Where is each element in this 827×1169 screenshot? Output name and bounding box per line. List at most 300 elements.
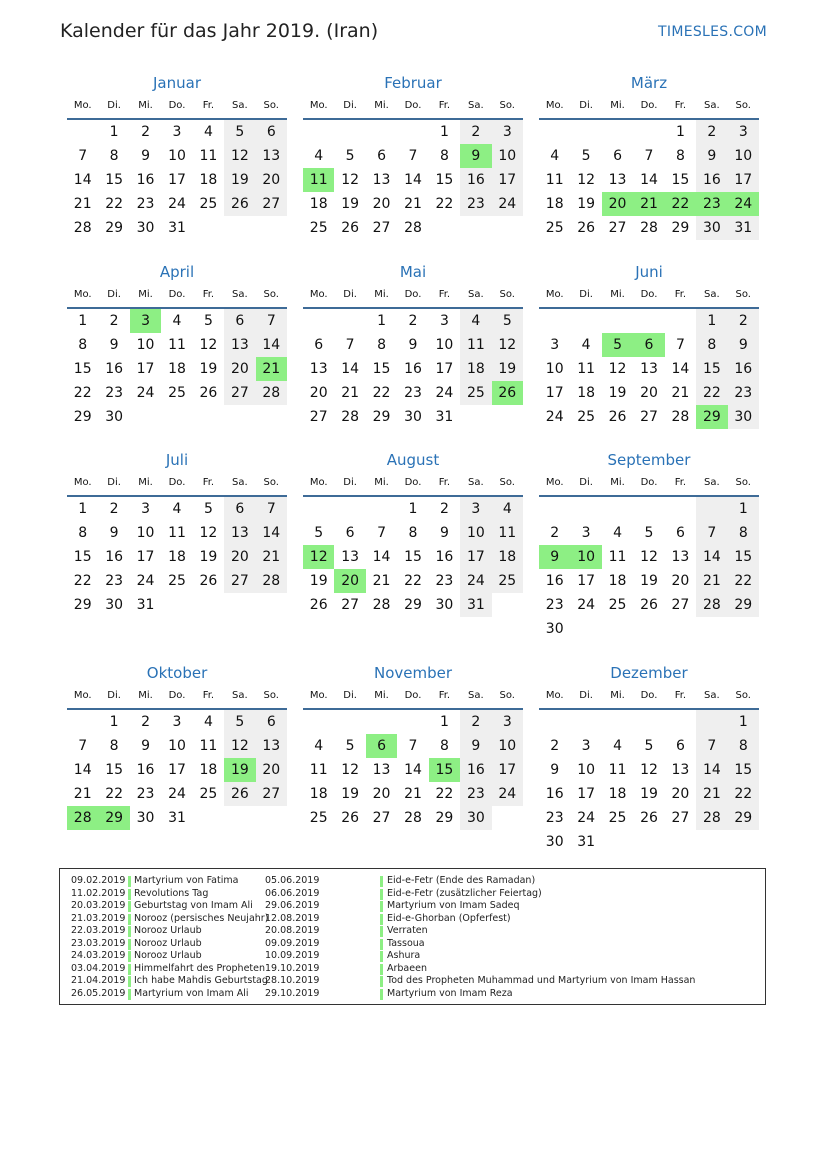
day-cell: 22: [105, 786, 124, 802]
day-cell: 21: [404, 196, 422, 212]
day-cell: 20: [372, 196, 391, 212]
day-cell: 1: [78, 313, 88, 329]
weekday-label: Di.: [107, 477, 121, 488]
day-cell: 1: [696, 309, 727, 333]
day-cell: 11: [309, 762, 328, 778]
empty-cell: [570, 309, 601, 333]
day-cell: 27: [341, 597, 360, 613]
day-cell: 4: [492, 497, 523, 521]
day-grid: [303, 120, 523, 240]
weekday-label: Sa.: [467, 477, 484, 488]
day-cell: 30: [435, 597, 454, 613]
weekday-label: So.: [263, 289, 279, 300]
legend-holiday-name: Eid-e-Fetr (zusätzlicher Feiertag): [387, 887, 542, 899]
legend-color-marker: [128, 976, 131, 987]
legend-row: [265, 938, 765, 951]
holiday-day-cell: 11: [303, 168, 334, 192]
day-cell: 28: [73, 220, 92, 236]
legend-color-marker: [128, 964, 131, 975]
day-cell: 31: [728, 216, 759, 240]
day-cell: 14: [256, 521, 287, 545]
day-cell: 30: [696, 216, 727, 240]
day-cell: 5: [345, 738, 355, 754]
month-name: Dezember: [610, 664, 688, 682]
day-cell: 27: [309, 409, 328, 425]
day-grid: [539, 309, 759, 429]
weekday-label: Fr.: [202, 289, 215, 300]
day-cell: 15: [73, 549, 92, 565]
day-cell: 20: [256, 758, 287, 782]
day-cell: 22: [435, 196, 454, 212]
legend-date: 06.06.2019: [265, 887, 320, 899]
day-cell: 23: [545, 810, 564, 826]
day-cell: 10: [492, 734, 523, 758]
month-märz: [539, 72, 759, 240]
weekday-label: Mi.: [374, 289, 389, 300]
day-cell: 2: [550, 738, 560, 754]
day-cell: 6: [256, 710, 287, 734]
day-cell: 9: [141, 738, 151, 754]
day-cell: 8: [728, 734, 759, 758]
day-cell: 16: [545, 573, 564, 589]
day-cell: 2: [460, 710, 491, 734]
day-cell: 18: [309, 786, 328, 802]
month-name: Mai: [399, 263, 427, 281]
day-cell: 19: [608, 385, 627, 401]
day-cell: 11: [168, 337, 186, 353]
day-cell: 20: [671, 786, 690, 802]
weekday-label: So.: [499, 100, 515, 111]
day-cell: 21: [696, 569, 727, 593]
empty-cell: [665, 497, 696, 521]
empty-cell: [633, 710, 664, 734]
day-cell: 14: [73, 762, 92, 778]
weekday-header: [67, 684, 287, 710]
legend-color-marker: [380, 939, 383, 950]
legend-color-marker: [128, 926, 131, 937]
day-cell: 29: [728, 593, 759, 617]
day-cell: 29: [671, 220, 690, 236]
day-cell: 17: [435, 361, 454, 377]
month-name: Juli: [165, 451, 189, 469]
day-cell: 2: [728, 309, 759, 333]
day-grid: [539, 497, 759, 641]
day-cell: 6: [256, 120, 287, 144]
day-cell: 4: [550, 148, 560, 164]
day-cell: 17: [492, 168, 523, 192]
legend-date: 03.04.2019: [71, 962, 126, 974]
day-cell: 2: [460, 120, 491, 144]
weekday-label: Mi.: [138, 100, 153, 111]
day-cell: 7: [408, 738, 418, 754]
legend-holiday-name: Eid-e-Ghorban (Opferfest): [387, 912, 511, 924]
legend-color-marker: [128, 939, 131, 950]
month-juni: [539, 261, 759, 429]
holiday-day-cell: 19: [224, 758, 255, 782]
day-cell: 19: [199, 549, 218, 565]
day-cell: 18: [608, 786, 627, 802]
day-cell: 8: [728, 521, 759, 545]
month-oktober: [67, 662, 287, 830]
day-cell: 25: [309, 220, 328, 236]
legend-row: [265, 975, 765, 988]
legend-row: [71, 988, 261, 1001]
day-cell: 24: [492, 782, 523, 806]
day-cell: 8: [696, 333, 727, 357]
legend-row: [71, 912, 269, 926]
day-cell: 15: [728, 545, 759, 569]
legend-holiday-name: Martyrium von Imam Sadeq: [387, 900, 520, 911]
day-cell: 10: [545, 361, 564, 377]
weekday-label: Sa.: [703, 477, 720, 488]
day-cell: 3: [581, 525, 591, 541]
day-cell: 13: [224, 333, 255, 357]
day-cell: 2: [408, 313, 418, 329]
empty-cell: [366, 120, 397, 144]
weekday-header: [303, 471, 523, 497]
weekday-label: Mi.: [610, 477, 625, 488]
day-cell: 12: [608, 361, 627, 377]
month-name: Oktober: [146, 664, 208, 682]
day-cell: 27: [608, 220, 627, 236]
weekday-label: Fr.: [674, 690, 687, 701]
empty-cell: [397, 710, 428, 734]
weekday-label: Mo.: [73, 690, 92, 701]
legend-holiday-name: Martyrium von Imam Reza: [387, 987, 513, 999]
weekday-label: Do.: [640, 289, 658, 300]
weekday-label: Di.: [343, 100, 357, 111]
weekday-label: Fr.: [438, 690, 451, 701]
weekday-label: Fr.: [674, 289, 687, 300]
legend-row: [71, 888, 261, 901]
day-cell: 25: [199, 786, 218, 802]
weekday-label: Do.: [404, 289, 422, 300]
day-cell: 12: [199, 525, 218, 541]
day-cell: 17: [577, 573, 596, 589]
day-cell: 24: [168, 196, 186, 212]
day-cell: 22: [73, 385, 92, 401]
weekday-label: Mo.: [545, 690, 564, 701]
day-cell: 3: [172, 714, 182, 730]
weekday-label: Di.: [343, 289, 357, 300]
day-cell: 18: [168, 549, 186, 565]
legend-date: 21.03.2019: [71, 912, 126, 924]
day-cell: 18: [199, 172, 218, 188]
day-cell: 25: [168, 573, 186, 589]
legend-holiday-name: Ich habe Mahdis Geburtstag: [134, 975, 268, 986]
day-cell: 3: [550, 337, 560, 353]
day-cell: 22: [728, 782, 759, 806]
holiday-day-cell: 23: [696, 192, 727, 216]
day-cell: 6: [345, 525, 355, 541]
day-cell: 25: [492, 569, 523, 593]
holiday-day-cell: 15: [429, 758, 460, 782]
day-cell: 20: [224, 545, 255, 569]
day-cell: 3: [581, 738, 591, 754]
weekday-label: Fr.: [674, 100, 687, 111]
day-grid: [303, 710, 523, 830]
legend-color-marker: [128, 989, 131, 1000]
day-cell: 27: [640, 409, 658, 425]
day-cell: 5: [492, 309, 523, 333]
day-cell: 15: [696, 357, 727, 381]
holiday-day-cell: 9: [460, 144, 491, 168]
weekday-label: Fr.: [438, 289, 451, 300]
day-cell: 23: [728, 381, 759, 405]
weekday-label: So.: [263, 690, 279, 701]
day-cell: 13: [256, 734, 287, 758]
weekday-header: [303, 283, 523, 309]
day-cell: 8: [109, 148, 119, 164]
weekday-label: Mi.: [610, 690, 625, 701]
day-cell: 26: [224, 192, 255, 216]
day-cell: 15: [728, 758, 759, 782]
day-cell: 31: [577, 834, 596, 850]
day-cell: 13: [256, 144, 287, 168]
day-cell: 7: [408, 148, 418, 164]
day-cell: 10: [492, 144, 523, 168]
day-cell: 20: [256, 168, 287, 192]
empty-cell: [665, 309, 696, 333]
day-cell: 29: [435, 810, 454, 826]
weekday-label: Mo.: [309, 690, 328, 701]
weekday-label: Di.: [107, 100, 121, 111]
day-cell: 10: [136, 337, 155, 353]
day-cell: 18: [199, 762, 218, 778]
day-cell: 24: [545, 409, 564, 425]
weekday-label: Do.: [168, 690, 186, 701]
day-cell: 24: [492, 192, 523, 216]
day-cell: 20: [372, 786, 391, 802]
day-grid: [303, 309, 523, 429]
day-cell: 10: [168, 738, 186, 754]
day-cell: 22: [73, 573, 92, 589]
month-name: März: [630, 74, 668, 92]
day-cell: 2: [141, 714, 151, 730]
weekday-label: Di.: [343, 690, 357, 701]
legend-column-right: [265, 875, 765, 1000]
day-cell: 30: [136, 810, 155, 826]
weekday-header: [67, 471, 287, 497]
legend-row: [71, 962, 266, 976]
weekday-label: Mo.: [545, 100, 564, 111]
holiday-day-cell: 21: [256, 357, 287, 381]
empty-cell: [570, 497, 601, 521]
day-cell: 5: [224, 120, 255, 144]
day-cell: 25: [545, 220, 564, 236]
legend-color-marker: [380, 989, 383, 1000]
day-cell: 28: [256, 381, 287, 405]
day-cell: 15: [404, 549, 422, 565]
day-cell: 3: [492, 120, 523, 144]
holiday-day-cell: 12: [303, 545, 334, 569]
weekday-label: Mi.: [374, 690, 389, 701]
day-cell: 13: [671, 549, 690, 565]
day-cell: 27: [372, 220, 391, 236]
day-cell: 26: [199, 573, 218, 589]
legend-row: [265, 988, 765, 1001]
day-cell: 1: [78, 501, 88, 517]
weekday-label: Sa.: [231, 100, 248, 111]
day-cell: 26: [341, 810, 360, 826]
weekday-label: Sa.: [231, 690, 248, 701]
empty-cell: [334, 497, 365, 521]
legend-row: [265, 875, 765, 888]
empty-cell: [67, 120, 98, 144]
holiday-day-cell: 3: [130, 309, 161, 333]
day-cell: 7: [377, 525, 387, 541]
weekday-label: So.: [735, 690, 751, 701]
holiday-day-cell: 9: [539, 545, 570, 569]
day-cell: 29: [105, 220, 124, 236]
day-cell: 19: [341, 786, 360, 802]
day-cell: 5: [581, 148, 591, 164]
empty-cell: [67, 710, 98, 734]
legend-row: [265, 963, 765, 976]
day-cell: 24: [577, 810, 596, 826]
day-cell: 11: [545, 172, 564, 188]
day-cell: 8: [439, 738, 449, 754]
weekday-label: Di.: [107, 690, 121, 701]
day-cell: 23: [435, 573, 454, 589]
weekday-label: Fr.: [202, 100, 215, 111]
site-logo-text[interactable]: TIMESLES.COM: [658, 24, 767, 40]
weekday-label: So.: [735, 477, 751, 488]
day-cell: 7: [675, 337, 685, 353]
legend-row: [71, 900, 261, 913]
day-cell: 7: [644, 148, 654, 164]
weekday-label: Sa.: [231, 477, 248, 488]
day-cell: 31: [435, 409, 454, 425]
day-cell: 4: [203, 714, 213, 730]
weekday-label: So.: [499, 289, 515, 300]
legend-color-marker: [128, 889, 131, 900]
weekday-label: Fr.: [202, 477, 215, 488]
weekday-label: So.: [735, 289, 751, 300]
weekday-label: Fr.: [674, 477, 687, 488]
empty-cell: [539, 309, 570, 333]
day-cell: 1: [675, 124, 685, 140]
day-cell: 21: [73, 786, 92, 802]
day-cell: 12: [224, 144, 255, 168]
day-cell: 8: [377, 337, 387, 353]
day-cell: 25: [168, 385, 186, 401]
day-cell: 29: [372, 409, 391, 425]
empty-cell: [303, 120, 334, 144]
day-cell: 2: [141, 124, 151, 140]
day-cell: 22: [372, 385, 391, 401]
legend-row: [71, 925, 261, 938]
day-cell: 14: [341, 361, 360, 377]
legend-date: 10.09.2019: [265, 950, 320, 961]
day-cell: 21: [256, 545, 287, 569]
day-cell: 27: [224, 569, 255, 593]
day-cell: 28: [404, 810, 422, 826]
legend-date: 09.02.2019: [71, 875, 126, 886]
empty-cell: [570, 710, 601, 734]
day-cell: 9: [550, 762, 560, 778]
legend-holiday-name: Norooz Urlaub: [134, 925, 202, 936]
weekday-label: Mo.: [73, 100, 92, 111]
empty-cell: [633, 497, 664, 521]
weekday-label: Do.: [168, 289, 186, 300]
legend-row: [71, 975, 268, 988]
day-cell: 30: [545, 834, 564, 850]
empty-cell: [303, 710, 334, 734]
empty-cell: [366, 497, 397, 521]
day-cell: 24: [136, 573, 155, 589]
legend-date: 20.03.2019: [71, 900, 126, 911]
day-grid: [67, 309, 287, 429]
day-cell: 5: [224, 710, 255, 734]
holiday-day-cell: 20: [334, 569, 365, 593]
day-cell: 20: [309, 385, 328, 401]
weekday-label: Fr.: [438, 477, 451, 488]
day-cell: 1: [109, 124, 119, 140]
day-cell: 28: [696, 806, 727, 830]
day-grid: [539, 710, 759, 854]
day-cell: 9: [728, 333, 759, 357]
weekday-label: Sa.: [703, 289, 720, 300]
day-cell: 7: [256, 309, 287, 333]
day-cell: 4: [460, 309, 491, 333]
day-cell: 6: [314, 337, 324, 353]
day-cell: 28: [256, 569, 287, 593]
weekday-label: Sa.: [467, 289, 484, 300]
day-cell: 31: [136, 597, 155, 613]
day-cell: 19: [224, 168, 255, 192]
day-cell: 15: [671, 172, 690, 188]
day-cell: 19: [199, 361, 218, 377]
day-cell: 24: [136, 385, 155, 401]
day-cell: 25: [608, 597, 627, 613]
weekday-label: So.: [263, 100, 279, 111]
month-februar: [303, 72, 523, 240]
weekday-label: So.: [735, 100, 751, 111]
day-cell: 25: [608, 810, 627, 826]
weekday-label: Mi.: [610, 100, 625, 111]
legend-date: 24.03.2019: [71, 950, 126, 961]
weekday-label: So.: [499, 690, 515, 701]
day-cell: 14: [696, 758, 727, 782]
day-cell: 28: [372, 597, 391, 613]
day-cell: 26: [640, 810, 658, 826]
day-cell: 22: [404, 573, 422, 589]
month-name: September: [607, 451, 691, 469]
legend-row: [265, 950, 765, 963]
weekday-label: Mo.: [545, 289, 564, 300]
day-cell: 13: [671, 762, 690, 778]
day-cell: 15: [372, 361, 391, 377]
weekday-header: [539, 94, 759, 120]
day-cell: 19: [309, 573, 328, 589]
holiday-day-cell: 28: [67, 806, 98, 830]
day-cell: 25: [577, 409, 596, 425]
weekday-label: Mo.: [309, 100, 328, 111]
day-cell: 17: [460, 545, 491, 569]
day-cell: 18: [309, 196, 328, 212]
day-cell: 10: [136, 525, 155, 541]
day-cell: 5: [644, 738, 654, 754]
day-cell: 10: [460, 521, 491, 545]
holiday-day-cell: 6: [633, 333, 664, 357]
day-cell: 29: [73, 597, 92, 613]
empty-cell: [334, 710, 365, 734]
day-cell: 18: [577, 385, 596, 401]
day-cell: 12: [492, 333, 523, 357]
legend-date: 29.06.2019: [265, 900, 320, 911]
legend-holiday-name: Norooz Urlaub: [134, 937, 202, 949]
